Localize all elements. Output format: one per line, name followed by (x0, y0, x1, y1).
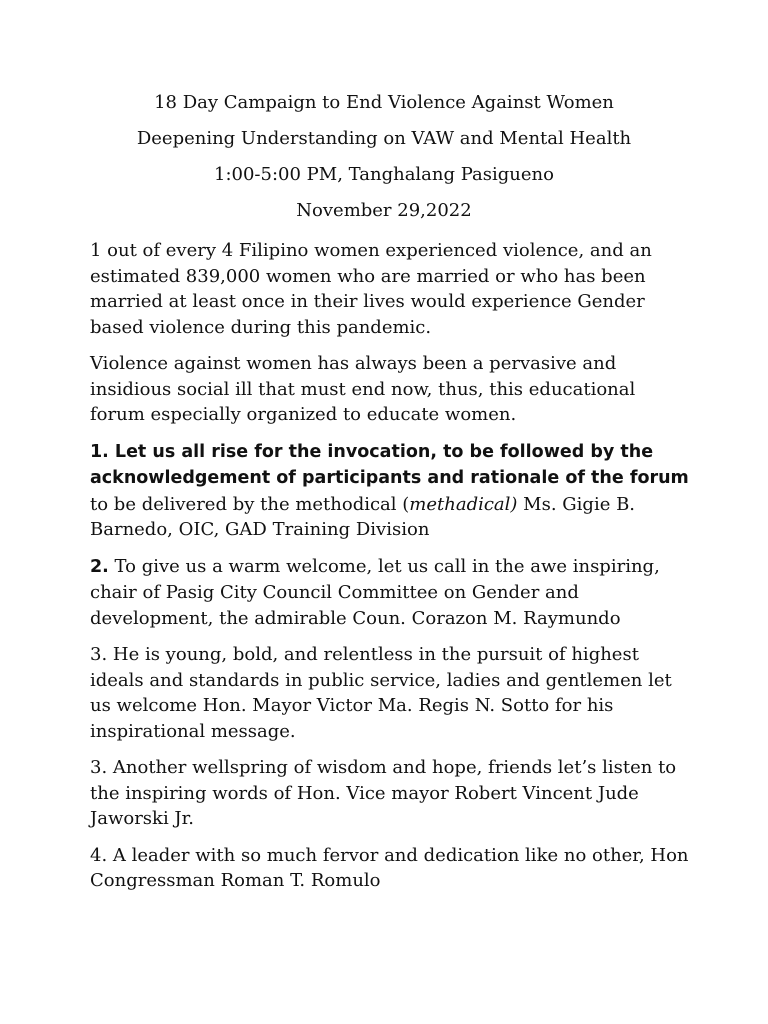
event-date: November 29,2022 (296, 200, 472, 221)
document-body (90, 238, 690, 905)
event-subtitle: Deepening Understanding on VAW and Mental Health (136, 128, 632, 149)
program-item-1-italic-text: methadical) (409, 493, 518, 515)
program-item-1-text-b: Ms. Gigie B. Barnedo, OIC, GAD Training Division (90, 493, 636, 540)
intro-paragraph-forum: Violence against women has always been a pervasive and insidious social ill that must end now, thus, this educational forum especially organized to educate women. (90, 353, 636, 425)
program-item-1-text-a: to be delivered by the methodical ( (90, 493, 410, 515)
program-item-1-bold-text: 1. Let us all rise for the invocation, to be followed by the acknowledgement of participants and rationale of the forum (90, 441, 689, 488)
intro-paragraph-statistics: 1 out of every 4 Filipino women experienced violence, and an estimated 839,000 women who are married or who has been married at least once in their lives would experience Gender based violence during this pandemic. (90, 240, 652, 338)
program-item-2 (90, 554, 690, 632)
program-item-3-vice-mayor: 3. Another wellspring of wisdom and hope, friends let’s listen to the inspiring words of Hon. Vice mayor Robert Vincent Jude Jaworski Jr. (90, 757, 677, 829)
program-item-2-number: 2. (90, 556, 109, 577)
document-heading (0, 90, 768, 234)
program-item-1 (90, 439, 690, 543)
event-title: 18 Day Campaign to End Violence Against Women (154, 92, 614, 113)
program-item-2-text: To give us a warm welcome, let us call in the awe inspiring, chair of Pasig City Council Committee on Gender and development, the admirable Coun. Corazon M. Raymundo (90, 555, 660, 629)
event-time-venue: 1:00-5:00 PM, Tanghalang Pasigueno (214, 164, 554, 185)
program-item-4-congressman: 4. A leader with so much fervor and dedication like no other, Hon Congressman Roman T. Romulo (90, 844, 689, 891)
program-item-3-mayor: 3. He is young, bold, and relentless in the pursuit of highest ideals and standards in public service, ladies and gentlemen let us welcome Hon. Mayor Victor Ma. Regis N. Sotto for his inspirational message. (90, 644, 672, 742)
